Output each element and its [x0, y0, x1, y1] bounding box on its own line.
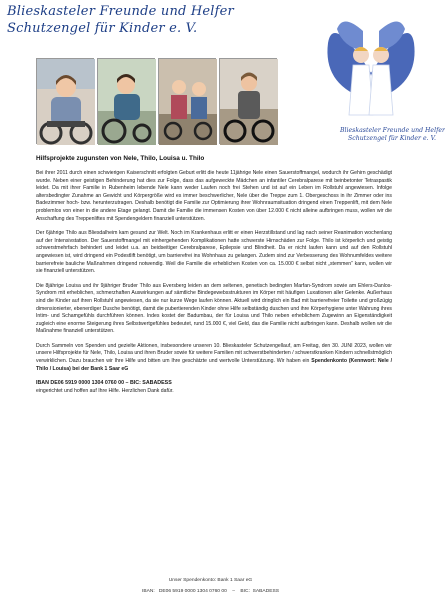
donation-account: Spendenkonto (Kennwort: Nele / Thilo / Louisa) bei der Bank 1 Saar eG	[36, 358, 392, 372]
projects-subtitle: Hilfsprojekte zugunsten von Nele, Thilo, Louisa u. Thilo	[36, 155, 205, 162]
appeal-text: Durch Sammeln von Spenden und gezielte Aktionen, insbesondere unseren 10. Blieskasteler Schutzengellauf, am Freitag, den 30. JUNI 2023, wollen wir unsere Hilfsprojekte für Nele, Thilo, Louisa und ihren Bruder sowie für weitere Familien mit schwerstbehinderten / schwerstkranken Kindern schnellstmöglich verwirklichen. Dazu brauchen wir Ihre Hilfe und bitten um Ihre geschätzte und wertvolle Unterstützung. Wir haben ein	[36, 342, 392, 365]
logo-line-1: Blieskasteler Freunde und Helfer	[340, 127, 445, 134]
footer-iban: IBAN: DE06 5919 0000 1304 0760 00 – BIC: SABADESS	[141, 589, 280, 594]
footer-account: Unser Spendenkonto: Bank 1 Saar eG	[168, 578, 253, 583]
letter-body	[36, 170, 392, 395]
paragraph-thilo: Der 6jährige Thilo aus Bliesdalheim kam gesund zur Welt. Noch im Krankenhaus erlitt er einen Herzstillstand und lag nach seiner Reanimation wochenlang auf der Intensivstation. Der Sauerstoffmangel mit einhergehenden Komplikationen hatte schwerste Hirnschäden zur Folge. Thilo ist körperlich und geistig schwerstmehrfach behindert und leidet u.a. an beidseitiger Cerebralparese, Epilepsie und Blindheit. Da er nicht laufen kann und auf den Rollstuhl angewiesen ist, wird dringend ein Podestlift benötigt, um barrierefrei ins Wohnhaus zu gelangen. Zudem sind zur Verbesserung des Wohnumfeldes weitere barrierefreie bauliche Maßnahmen dringend notwendig. Weil die Familie die erheblichen Kosten von ca. 15.000 € selbst nicht „stemmen“ kann, wollen wir sie finanziell unterstützen.	[36, 230, 392, 275]
iban-bic-line: IBAN DE06 5919 0000 1304 0760 00 – BIC: SABADESS	[36, 380, 172, 387]
closing-text: eingerichtet und hoffen auf Ihre Hilfe. Herzlichen Dank dafür.	[36, 387, 174, 394]
child-photo-1	[36, 58, 94, 144]
child-photo-4	[219, 58, 277, 144]
paragraph-nele: Bei ihrer 2011 durch einen schwierigen Kaiserschnitt erfolgten Geburt erlitt die heute 11jährige Nele einen Sauerstoffmangel, wodurch ihr Gehirn geschädigt wurde. Neben einer geistigen Behinderung hat dies zur Folge, dass das aufgeweckte Mädchen an infantiler Cerebralparese mit beinbetonter Tetraspastik leidet. Da mit ihrer Familie in Rubenheim lebende Nele kann weder Laufen noch frei Stehen und ist auf ein Leben im Rollstuhl angewiesen. Infolge altersbedingter Zunahme an Gewicht und Körpergröße wird es immer beschwerlicher, Nele über die Treppe zum 1. Obergeschoss in ihr Zimmer oder ins Badezimmer hoch- bzw. herunterzutragen. Deshalb benötigt die Familie zur Optimierung ihrer Wohnraumsituation dringend einen Treppenlift, mit dem Nele problemlos von einer in die andere Etage gelangt. Damit die Familie die immensen Kosten von über 12.000 € nicht alleine aufbringen muss, wollen wir die Anschaffung des Treppenliftes mit Spendengeldern finanziell unterstützen.	[36, 170, 392, 222]
paragraph-appeal	[36, 343, 392, 373]
title-line-1: Blieskasteler Freunde und Helfer	[7, 4, 234, 19]
organization-title	[7, 3, 307, 37]
child-photo-3	[158, 58, 216, 144]
title-line-2: Schutzengel für Kinder e. V.	[7, 21, 198, 36]
paragraph-louisa-thilo: Die 8jährige Louisa und ihr 9jähriger Bruder Thilo aus Eversberg leiden an dem seltenen, genetisch bedingten Marfan-Syndrom sowie am Ehlers-Danlos-Syndrom mit erheblichen, schmerzhaften Auswirkungen auf sämtliche Bindegewebsstrukturen im Körper mit häufigen Luxationen aller Gelenke. Außerhaus sind die Kinder auf ihren Rollstuhl angewiesen, da sie nur kurze Wege laufen können. Aktuell wird dringlich ein Bad mit barrierefreier Toilette und großzügig dimensionierter, ebenerdiger Dusche benötigt, damit die pubertierenden Kinder ohne Hilfe selbständig duschen und ihre Körperhygiene unter Wahrung ihres Intim- und Schamgefühls durchführen können. Indes kostet der Badumbau, der für Louisa und Thilo neben erheblichem Zugewinn an Eigenständigkeit zugleich eine enorme Steigerung ihres Selbstwertgefühles bedeutet, rund 15.000 €, viel Geld, das die Familie nicht aufbringen kann. Deshalb wollen wir die Maßnahme finanziell unterstützen.	[36, 282, 392, 335]
logo-line-2: Schutzengel für Kinder e. V.	[348, 135, 436, 142]
logo-text	[340, 127, 445, 143]
child-photo-2	[97, 58, 155, 144]
